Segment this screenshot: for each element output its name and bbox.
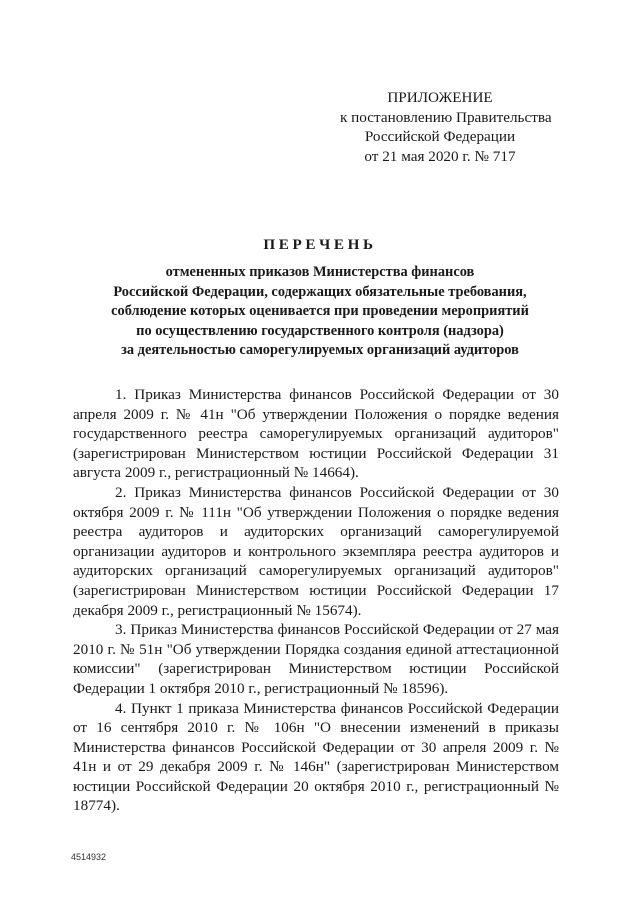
- approval-line-3: от 21 мая 2020 г. № 717: [364, 147, 516, 165]
- subtitle-line: отмененных приказов Министерства финансов: [165, 264, 475, 280]
- approval-block: [340, 88, 552, 166]
- subtitle-line: за деятельностью саморегулируемых организаций аудиторов: [121, 342, 519, 358]
- order-list: [73, 385, 559, 816]
- order-item-3: 3. Приказ Министерства финансов Российской Федерации от 27 мая 2010 г. № 51н "Об утверждении Порядка создания единой аттестационной комиссии" (зарегистрирован Министерством юстиции Российской Федерации 1 октября 2010 г., регистрационный № 18596).: [73, 621, 559, 697]
- approval-title: ПРИЛОЖЕНИЕ: [387, 89, 493, 106]
- order-item-2: 2. Приказ Министерства финансов Российской Федерации от 30 октября 2009 г. № 111н "Об утверждении Положения о порядке ведения реестра аудиторов и аудиторских организаций саморегулируемой организации аудиторов и контрольного экземпляра реестра аудиторов и аудиторских организаций саморегулируемых организаций аудиторов" (зарегистрирован Министерством юстиции Российской Федерации 17 декабря 2009 г., регистрационный № 15674).: [73, 483, 559, 619]
- document-heading: ПЕРЕЧЕНЬ: [263, 236, 377, 253]
- order-item-1: 1. Приказ Министерства финансов Российской Федерации от 30 апреля 2009 г. № 41н "Об утверждении Положения о порядке ведения государственного реестра саморегулируемых организаций аудиторов" (зарегистрирован Министерством юстиции Российской Федерации 31 августа 2009 г., регистрационный № 14664).: [73, 386, 559, 482]
- approval-line-1: к постановлению Правительства: [340, 108, 552, 126]
- approval-line-2: Российской Федерации: [364, 128, 516, 145]
- document-subtitle: [70, 263, 570, 361]
- document-number: 4514932: [71, 852, 107, 862]
- order-item-4: 4. Пункт 1 приказа Министерства финансов Российской Федерации от 16 сентября 2010 г. № 106н "О внесении изменений в приказы Министерства финансов Российской Федерации от 30 апреля 2009 г. № 41н и от 29 декабря 2009 г. № 146н" (зарегистрирован Министерством юстиции Российской Федерации 20 октября 2010 г., регистрационный № 18774).: [73, 699, 559, 815]
- subtitle-line: Российской Федерации, содержащих обязательные требования,: [113, 283, 527, 300]
- subtitle-line: соблюдение которых оценивается при проведении мероприятий: [111, 303, 529, 319]
- subtitle-line: по осуществлению государственного контроля (надзора): [136, 322, 504, 339]
